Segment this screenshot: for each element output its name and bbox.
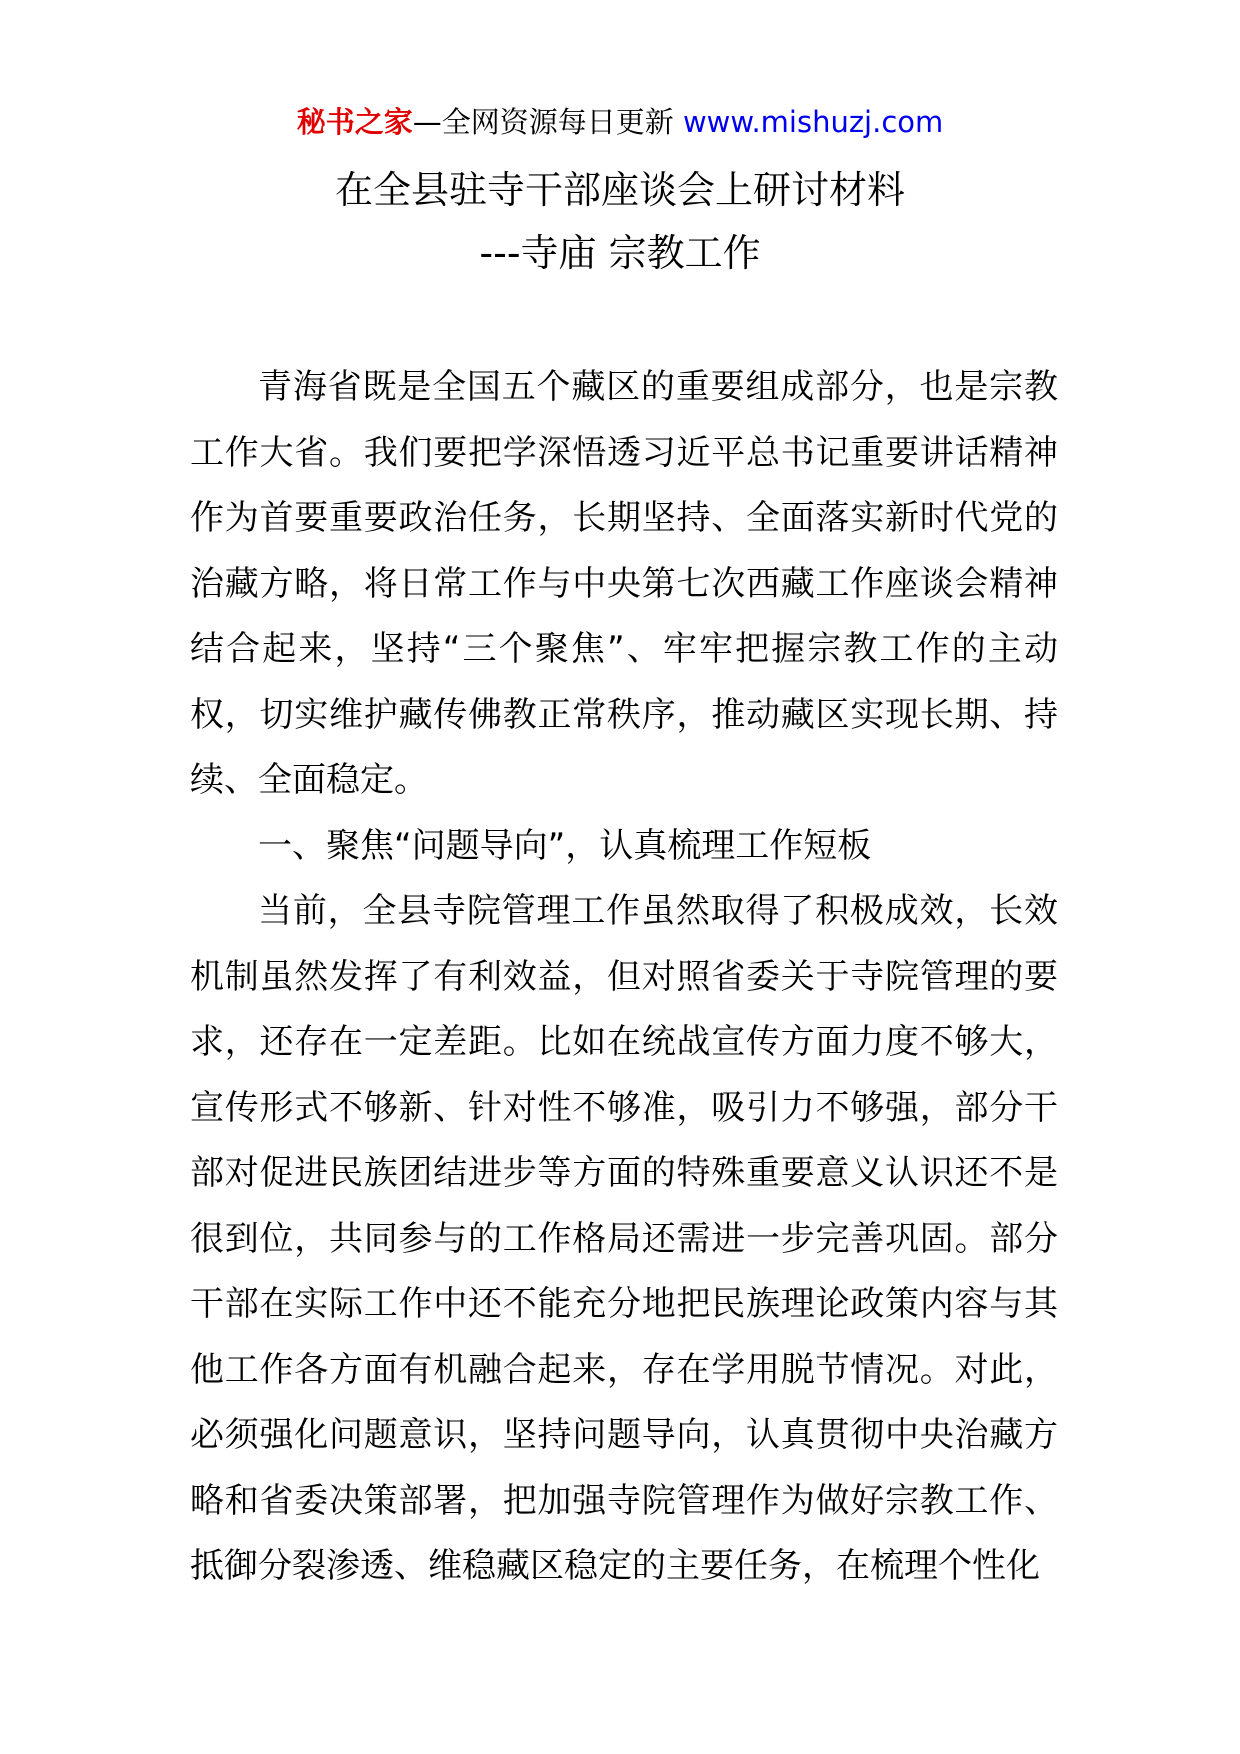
header-tagline: —全网资源每日更新 — [412, 105, 674, 139]
paragraph-section-1: 当前，全县寺院管理工作虽然取得了积极成效，长效机制虽然发挥了有利效益，但对照省委关于寺院管理的要求，还存在一定差距。比如在统战宣传方面力度不够大，宣传形式不够新、针对性不够准，吸引力不够强，部分干部对促进民族团结进步等方面的特殊重要意义认识还不是很到位，共同参与的工作格局还需进一步完善巩固。部分干部在实际工作中还不能充分地把民族理论政策内容与其他工作各方面有机融合起来，存在学用脱节情况。对此，必须强化问题意识，坚持问题导向，认真贯彻中央治藏方略和省委决策部署，把加强寺院管理作为做好宗教工作、抵御分裂渗透、维稳藏区稳定的主要任务，在梳理个性化 — [190, 891, 1058, 1586]
site-header — [0, 102, 1240, 142]
paragraph-intro: 青海省既是全国五个藏区的重要组成部分，也是宗教工作大省。我们要把学深悟透习近平总书记重要讲话精神作为首要重要政治任务，长期坚持、全面落实新时代党的治藏方略，将日常工作与中央第七次西藏工作座谈会精神结合起来，坚持“三个聚焦”、牢牢把握宗教工作的主动权，切实维护藏传佛教正常秩序，推动藏区实现长期、持续、全面稳定。 — [190, 367, 1058, 800]
document-body — [190, 355, 1058, 1600]
brand-name: 秘书之家 — [296, 105, 413, 139]
document-subtitle: ---寺庙 宗教工作 — [479, 231, 761, 275]
section-heading-1: 一、聚焦“问题导向”，认真梳理工作短板 — [258, 825, 872, 866]
site-url-link[interactable]: www.mishuzj.com — [682, 105, 944, 139]
document-title: 在全县驻寺干部座谈会上研讨材料 — [334, 168, 905, 212]
